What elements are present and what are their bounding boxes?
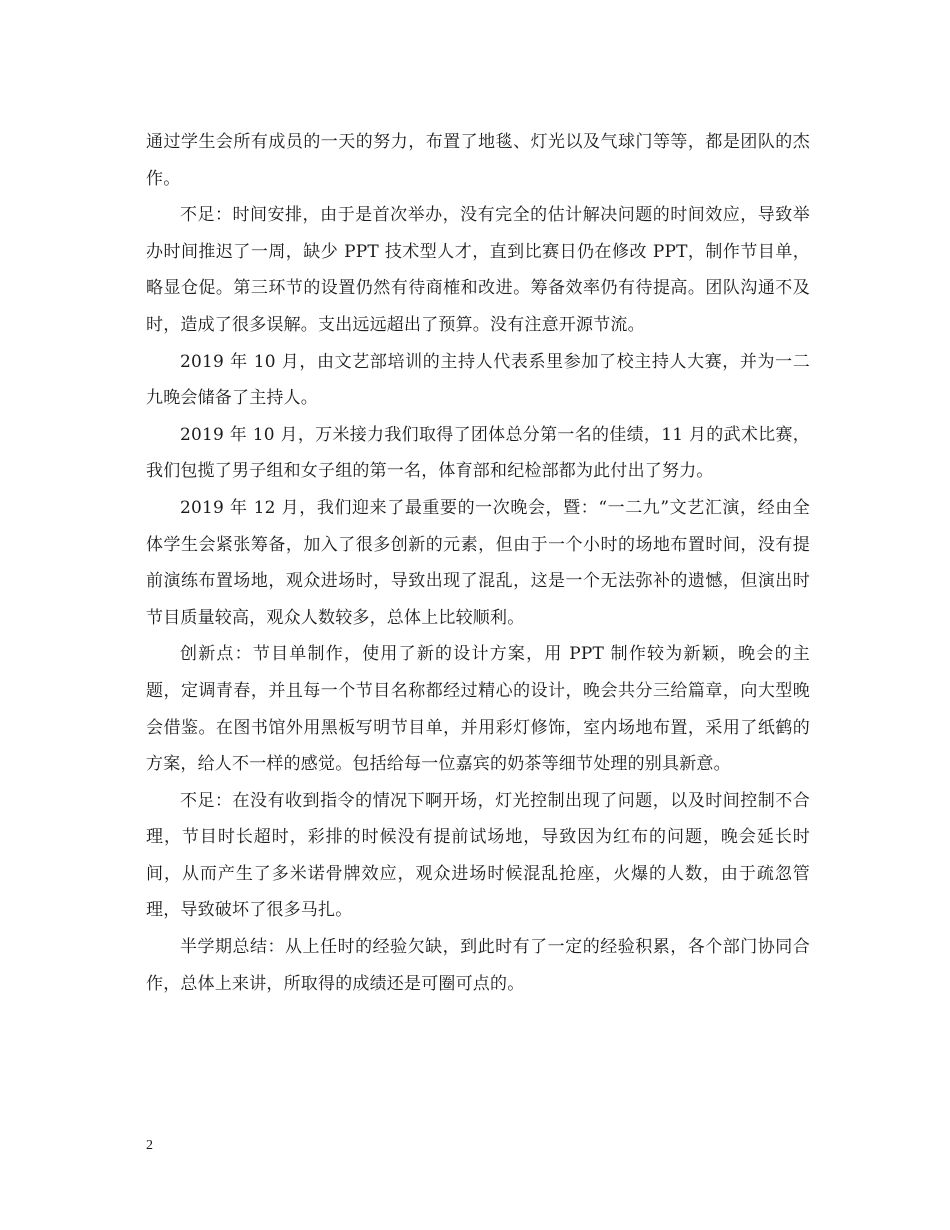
paragraph-shortcomings-2: 不足：在没有收到指令的情况下啊开场，灯光控制出现了问题，以及时间控制不合理，节目时长超时，彩排的时候没有提前试场地，导致因为红布的问题，晚会延长时间，从而产生了多米诺骨牌效应，观众进场时候混乱抢座，火爆的人数，由于疏忽管理，导致破坏了很多马扎。: [146, 790, 810, 921]
paragraph-summary: 半学期总结：从上任时的经验欠缺，到此时有了一定的经验积累，各个部门协同合作，总体上来讲，所取得的成绩还是可圈可点的。: [146, 937, 810, 994]
paragraph-continuation: 通过学生会所有成员的一天的努力，布置了地毯、灯光以及气球门等等，都是团队的杰作。: [146, 132, 810, 189]
document-body: [146, 124, 810, 1002]
paragraph-innovations: 创新点：节目单制作，使用了新的设计方案，用 PPT 制作较为新颖，晚会的主题，定调青春，并且每一个节目名称都经过精心的设计，晚会共分三给篇章，向大型晚会借鉴。在图书馆外用黑板写明节目单，并用彩灯修饰，室内场地布置，采用了纸鹤的方案，给人不一样的感觉。包括给每一位嘉宾的奶茶等细节处理的别具新意。: [146, 644, 810, 775]
paragraph-sports-results: 2019 年 10 月，万米接力我们取得了团体总分第一名的佳绩，11 月的武术比赛，我们包揽了男子组和女子组的第一名，体育部和纪检部都为此付出了努力。: [146, 424, 810, 482]
paragraph-host-contest: 2019 年 10 月，由文艺部培训的主持人代表系里参加了校主持人大赛，并为一二九晚会储备了主持人。: [146, 351, 810, 409]
page-number: 2: [146, 1138, 153, 1153]
paragraph-shortcomings-1: 不足：时间安排，由于是首次举办，没有完全的估计解决问题的时间效应，导致举办时间推迟了一周，缺少 PPT 技术型人才，直到比赛日仍在修改 PPT，制作节目单，略显仓促。第三环节的设置仍然有待商榷和改进。筹备效率仍有待提高。团队沟通不及时，造成了很多误解。支出远远超出了预算。没有注意开源节流。: [146, 205, 810, 335]
paragraph-gala: 2019 年 12 月，我们迎来了最重要的一次晚会，暨：“一二九”文艺汇演，经由全体学生会紧张筹备，加入了很多创新的元素，但由于一个小时的场地布置时间，没有提前演练布置场地，观众进场时，导致出现了混乱，这是一个无法弥补的遗憾，但演出时节目质量较高，观众人数较多，总体上比较顺利。: [146, 497, 810, 628]
